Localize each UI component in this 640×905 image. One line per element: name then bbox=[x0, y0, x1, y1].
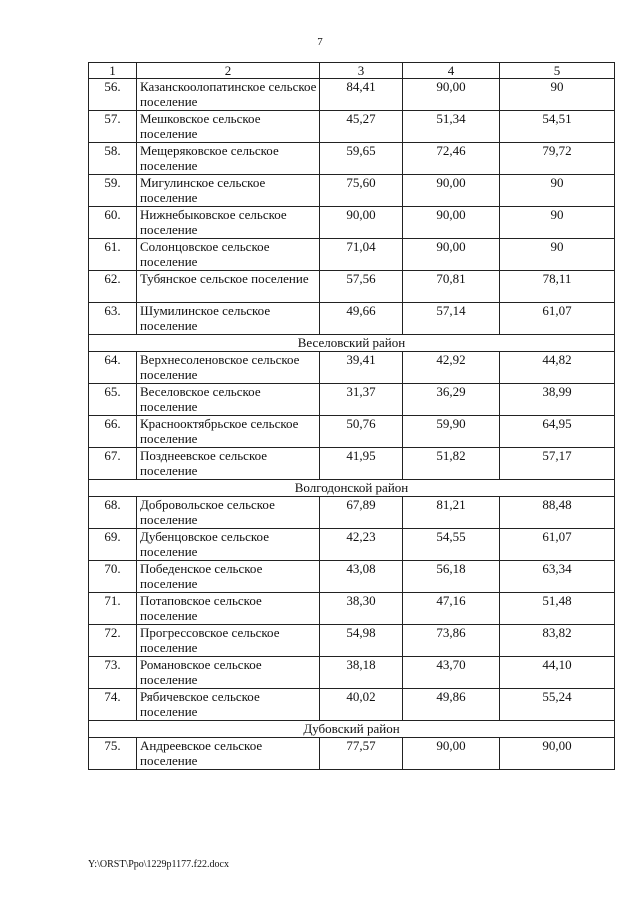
row-number: 69. bbox=[89, 529, 137, 561]
row-number: 56. bbox=[89, 79, 137, 111]
table-row bbox=[89, 448, 615, 480]
settlement-name: Прогрессовское сельское поселение bbox=[137, 625, 320, 657]
value-col-3: 90,00 bbox=[320, 207, 403, 239]
value-col-4: 43,70 bbox=[403, 657, 500, 689]
row-number: 65. bbox=[89, 384, 137, 416]
row-number: 74. bbox=[89, 689, 137, 721]
row-number: 64. bbox=[89, 352, 137, 384]
value-col-5: 57,17 bbox=[500, 448, 615, 480]
table-header-row bbox=[89, 63, 615, 79]
value-col-5: 83,82 bbox=[500, 625, 615, 657]
table-row bbox=[89, 111, 615, 143]
row-number: 60. bbox=[89, 207, 137, 239]
value-col-4: 42,92 bbox=[403, 352, 500, 384]
table-row bbox=[89, 497, 615, 529]
row-number: 68. bbox=[89, 497, 137, 529]
value-col-4: 70,81 bbox=[403, 271, 500, 303]
row-number: 58. bbox=[89, 143, 137, 175]
row-number: 57. bbox=[89, 111, 137, 143]
settlement-name: Дубенцовское сельское поселение bbox=[137, 529, 320, 561]
table-row bbox=[89, 303, 615, 335]
value-col-4: 90,00 bbox=[403, 207, 500, 239]
value-col-4: 54,55 bbox=[403, 529, 500, 561]
header-col-5: 5 bbox=[500, 63, 615, 79]
table-row bbox=[89, 416, 615, 448]
footer-file-path: Y:\ORST\Ppo\1229p1177.f22.docx bbox=[88, 859, 229, 870]
value-col-3: 38,18 bbox=[320, 657, 403, 689]
value-col-5: 54,51 bbox=[500, 111, 615, 143]
value-col-3: 45,27 bbox=[320, 111, 403, 143]
value-col-3: 41,95 bbox=[320, 448, 403, 480]
settlement-name: Нижнебыковское сельское поселение bbox=[137, 207, 320, 239]
table-row bbox=[89, 657, 615, 689]
value-col-5: 63,34 bbox=[500, 561, 615, 593]
value-col-3: 40,02 bbox=[320, 689, 403, 721]
settlement-name: Романовское сельское поселение bbox=[137, 657, 320, 689]
row-number: 75. bbox=[89, 738, 137, 770]
value-col-3: 84,41 bbox=[320, 79, 403, 111]
row-number: 62. bbox=[89, 271, 137, 303]
header-col-1: 1 bbox=[89, 63, 137, 79]
settlement-name: Веселовское сельское поселение bbox=[137, 384, 320, 416]
value-col-4: 59,90 bbox=[403, 416, 500, 448]
value-col-5: 90 bbox=[500, 239, 615, 271]
value-col-5: 64,95 bbox=[500, 416, 615, 448]
value-col-3: 75,60 bbox=[320, 175, 403, 207]
value-col-4: 90,00 bbox=[403, 79, 500, 111]
value-col-3: 39,41 bbox=[320, 352, 403, 384]
value-col-5: 90,00 bbox=[500, 738, 615, 770]
row-number: 66. bbox=[89, 416, 137, 448]
table-row bbox=[89, 79, 615, 111]
table-body bbox=[89, 79, 615, 770]
value-col-5: 78,11 bbox=[500, 271, 615, 303]
table-row bbox=[89, 561, 615, 593]
value-col-4: 90,00 bbox=[403, 239, 500, 271]
row-number: 73. bbox=[89, 657, 137, 689]
row-number: 71. bbox=[89, 593, 137, 625]
value-col-3: 49,66 bbox=[320, 303, 403, 335]
value-col-3: 67,89 bbox=[320, 497, 403, 529]
settlement-name: Добровольское сельское поселение bbox=[137, 497, 320, 529]
table-row bbox=[89, 689, 615, 721]
settlement-name: Мешковское сельское поселение bbox=[137, 111, 320, 143]
table-row bbox=[89, 207, 615, 239]
value-col-5: 55,24 bbox=[500, 689, 615, 721]
value-col-3: 77,57 bbox=[320, 738, 403, 770]
value-col-5: 90 bbox=[500, 207, 615, 239]
row-number: 59. bbox=[89, 175, 137, 207]
header-col-2: 2 bbox=[137, 63, 320, 79]
settlement-name: Потаповское сельское поселение bbox=[137, 593, 320, 625]
value-col-3: 43,08 bbox=[320, 561, 403, 593]
settlement-name: Победенское сельское поселение bbox=[137, 561, 320, 593]
value-col-5: 44,82 bbox=[500, 352, 615, 384]
table-row bbox=[89, 593, 615, 625]
settlement-name: Казанскоолопатинское сельское поселение bbox=[137, 79, 320, 111]
row-number: 61. bbox=[89, 239, 137, 271]
value-col-5: 61,07 bbox=[500, 303, 615, 335]
table-row bbox=[89, 239, 615, 271]
row-number: 72. bbox=[89, 625, 137, 657]
table-row bbox=[89, 625, 615, 657]
settlement-name: Рябичевское сельское поселение bbox=[137, 689, 320, 721]
settlement-name: Андреевское сельское поселение bbox=[137, 738, 320, 770]
settlement-name: Шумилинское сельское поселение bbox=[137, 303, 320, 335]
value-col-3: 50,76 bbox=[320, 416, 403, 448]
value-col-5: 44,10 bbox=[500, 657, 615, 689]
header-col-4: 4 bbox=[403, 63, 500, 79]
value-col-4: 90,00 bbox=[403, 738, 500, 770]
value-col-5: 61,07 bbox=[500, 529, 615, 561]
value-col-4: 51,34 bbox=[403, 111, 500, 143]
table-row bbox=[89, 529, 615, 561]
section-label: Веселовский район bbox=[89, 335, 615, 352]
settlement-name: Верхнесоленовское сельское поселение bbox=[137, 352, 320, 384]
section-label: Дубовский район bbox=[89, 721, 615, 738]
value-col-4: 57,14 bbox=[403, 303, 500, 335]
table-row bbox=[89, 738, 615, 770]
table-row bbox=[89, 352, 615, 384]
settlement-name: Солонцовское сельское поселение bbox=[137, 239, 320, 271]
table-row bbox=[89, 271, 615, 303]
value-col-5: 90 bbox=[500, 79, 615, 111]
value-col-3: 59,65 bbox=[320, 143, 403, 175]
settlement-name: Позднеевское сельское поселение bbox=[137, 448, 320, 480]
value-col-3: 54,98 bbox=[320, 625, 403, 657]
row-number: 67. bbox=[89, 448, 137, 480]
section-row bbox=[89, 721, 615, 738]
page-number: 7 bbox=[317, 36, 323, 48]
value-col-4: 51,82 bbox=[403, 448, 500, 480]
settlement-name: Тубянское сельское поселение bbox=[137, 271, 320, 303]
table-row bbox=[89, 143, 615, 175]
value-col-4: 49,86 bbox=[403, 689, 500, 721]
value-col-4: 56,18 bbox=[403, 561, 500, 593]
row-number: 70. bbox=[89, 561, 137, 593]
data-table bbox=[88, 62, 615, 770]
settlement-name: Мещеряковское сельское поселение bbox=[137, 143, 320, 175]
value-col-5: 38,99 bbox=[500, 384, 615, 416]
value-col-3: 38,30 bbox=[320, 593, 403, 625]
value-col-4: 72,46 bbox=[403, 143, 500, 175]
value-col-3: 57,56 bbox=[320, 271, 403, 303]
table-row bbox=[89, 384, 615, 416]
value-col-5: 79,72 bbox=[500, 143, 615, 175]
value-col-4: 81,21 bbox=[403, 497, 500, 529]
value-col-4: 36,29 bbox=[403, 384, 500, 416]
settlement-name: Краснооктябрьское сельское поселение bbox=[137, 416, 320, 448]
value-col-3: 71,04 bbox=[320, 239, 403, 271]
section-row bbox=[89, 480, 615, 497]
value-col-5: 90 bbox=[500, 175, 615, 207]
value-col-4: 90,00 bbox=[403, 175, 500, 207]
value-col-5: 51,48 bbox=[500, 593, 615, 625]
row-number: 63. bbox=[89, 303, 137, 335]
settlement-name: Мигулинское сельское поселение bbox=[137, 175, 320, 207]
section-label: Волгодонской район bbox=[89, 480, 615, 497]
table-row bbox=[89, 175, 615, 207]
value-col-5: 88,48 bbox=[500, 497, 615, 529]
section-row bbox=[89, 335, 615, 352]
value-col-3: 31,37 bbox=[320, 384, 403, 416]
value-col-3: 42,23 bbox=[320, 529, 403, 561]
header-col-3: 3 bbox=[320, 63, 403, 79]
value-col-4: 73,86 bbox=[403, 625, 500, 657]
value-col-4: 47,16 bbox=[403, 593, 500, 625]
